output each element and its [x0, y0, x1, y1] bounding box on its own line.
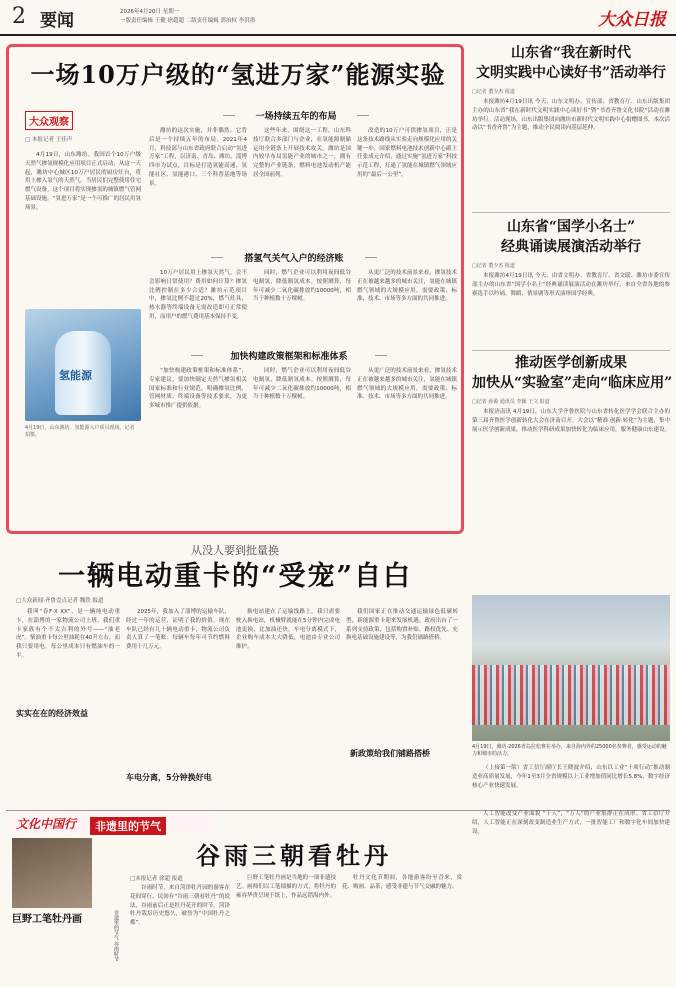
side-story-3-title-line2[interactable]: 加快从“实验室”走向“临床应用” — [472, 375, 673, 391]
masthead-logo: 大众日报 — [598, 10, 666, 30]
side-story-3-body — [472, 408, 670, 594]
side-story-2-title-line1[interactable]: 山东省“国学小名士” — [506, 219, 636, 235]
photo-subject: 巨野工笔牡丹画 — [12, 914, 82, 925]
peony-right-column — [472, 810, 670, 984]
side-story-3-text: 本报济南讯 4月19日，山东大学齐鲁医院与山东省转化医学学会联合主办的第三届齐鲁医学创新转化大会在济南召开。大会以“精准·创新·转化”为主题，集中展示医学创新成果，推动医学科研成果加快转化为临床应用，服务健康山东建设。 — [472, 409, 670, 433]
marathon-photo — [472, 595, 670, 741]
peony-column-1 — [130, 884, 230, 984]
editors-line: 一版责任编辑 王健 徐超超 二版责任编辑 郭治权 李洪墨 — [120, 18, 256, 24]
lead-col4-text: 改造的10万户可供掺氢项目，正是这条技术路线从实验走向规模化应用的关键一步。国家燃料电池技术创新中心副主任张成元介绍，通过实施“氢进万家”科技示范工程，打通了氢能在城镇燃气领域应用的“最后一公里”。 — [357, 128, 457, 178]
lead-col8-text: “加快构建政策框架和标准体系”，专家建议，要加快制定天然气掺氢相关国家标准和行业规范，明确掺氢比例、管网材质、终端设备等技术要求，为更多城市推广提供依据。 — [149, 368, 247, 410]
sidebar-divider-1 — [472, 212, 670, 213]
side-story-1-body — [472, 98, 670, 210]
lead-column-10 — [357, 367, 457, 527]
vertical-seal-text: 非遗里的节气 谷雨时节 — [113, 910, 119, 962]
truck-byline: □大众新闻·齐鲁壹点记者 魏铁 报道 — [16, 598, 104, 604]
truck-column-3 — [236, 608, 340, 810]
banner-topic: 非遗里的节气 — [90, 817, 166, 835]
truck-col1-text: 我叫“春F·X XX”，是一辆纯电动重卡，在淄博的一家物流公司上班。我们重卡家族有个不太吉利的外号——“油老虎”。柴油重卡每公里油耗在40升左右，而我只要用电，每公里成本只有燃油车的一半。 — [16, 609, 120, 659]
truck-col2-text: 2025年，我加入了淄博的运输车队，经过一年的运营，证明了我的价值。现在车队已经有几十辆电动重卡，物流公司负责人算了一笔账：每辆车每年可节约燃料费用十几万元。 — [126, 609, 230, 651]
lead-column-1 — [25, 151, 141, 303]
photo-caption: 4月19日，山东潍坊，氢能源入户项目现场。记者 拍摄。 — [25, 425, 135, 438]
lead-subhead-1: 一场持续五年的布局 — [241, 109, 351, 122]
sidebar-continuation — [472, 764, 670, 804]
peony-col2-text: 巨野工笔牡丹画是当地的一项非遗技艺。画师们以工笔细描的方式，将牡丹的雍容华贵呈现于纸上，作品远销海内外。 — [236, 875, 336, 899]
lead-subhead-2: 搭氢气关气入户的经济账 — [229, 251, 359, 264]
truck-kicker: 从没人要到批量换 — [191, 544, 279, 557]
continuation-text: （上接第一版）省工信厅副厅长王晓波介绍，山东以工业“十项行动”推动制造业高质量发展，今年1至3月全省规模以上工业增加值同比增长5.8%，数字经济核心产业快速发展。 — [472, 765, 670, 789]
truck-subhead-3: 新政策给我们铺路搭桥 — [350, 749, 430, 758]
lead-column-3 — [253, 127, 351, 245]
photo-label: 氢能源 — [59, 369, 92, 382]
header-rule — [0, 34, 676, 36]
runners-crowd — [472, 665, 670, 725]
peony-col1-text: 谷雨时节，来自菏泽牡丹园的游客在花间穿行。民间有“谷雨三朝看牡丹”的说法，谷雨前后正是牡丹花开的时节。菏泽牡丹栽培历史悠久，被誉为“中国牡丹之都”。 — [130, 885, 230, 927]
peony-painter-photo — [12, 838, 92, 908]
lead-column-5 — [149, 269, 247, 345]
issue-date: 2026年4月20日 星期一 — [120, 9, 180, 15]
peony-feature — [6, 810, 670, 987]
peony-column-2 — [236, 874, 336, 984]
column-logo: 大众观察 — [25, 111, 73, 130]
peony-right-text: 人工智能改变产业面貌 “千人”，“万人”的产业集群正在成形。省工信厅介绍，人工智能正在深刻改变制造业生产方式，一批智能工厂和数字化车间加快建设。 — [472, 811, 670, 835]
peony-column-3 — [342, 874, 462, 984]
side-story-1-title-line2[interactable]: 文明实践中心读好书”活动举行 — [475, 65, 667, 81]
lead-col9-text: 同时，燃气企业可以利用夜间低谷电制氢，降低制氢成本。按照测算，每年可减少二氧化碳排放约10000吨，相当于种植数十万棵树。 — [253, 368, 351, 401]
lead-col1-text: 4月19日，山东潍坊。我国首个10万户级天然气掺氢规模化应用项目正式启动，从这一天起，潍坊中心城区10万户居民的厨房灶台，将用上掺入氢气的天然气。当居民们完整使用住宅燃气设备，这个项目将实现掺氢的城镇燃气管网基础设施。“氢进万家”是一个可推广的居民用氢场景。 — [25, 152, 141, 211]
truck-subhead-2: 车电分离，5分钟换好电 — [126, 773, 212, 782]
lead-column-4 — [357, 127, 457, 245]
lead-col6-text: 同时，燃气企业可以利用夜间低谷电制氢，降低制氢成本。按照测算，每年可减少二氧化碳排放约10000吨，相当于种植数十万棵树。 — [253, 270, 351, 303]
lead-column-8 — [149, 367, 247, 527]
section-name: 要闻 — [40, 11, 74, 31]
hydrogen-tank-photo — [25, 309, 141, 421]
lead-story-box — [6, 44, 464, 534]
page-header — [0, 0, 676, 36]
lead-column-7 — [357, 269, 457, 345]
peony-title[interactable]: 谷雨三朝看牡丹 — [196, 841, 392, 870]
truck-subhead-1: 实实在在的经济效益 — [16, 709, 88, 718]
peony-byline: □本报记者 徐超 报道 — [130, 876, 183, 882]
lead-byline: □ 本报记者 王佳声 — [25, 137, 73, 143]
side-story-1-byline: □记者 董少杰 报道 — [472, 89, 515, 95]
side-story-2-text: 本报潍坊4月19日讯 今天，由省文明办、省教育厅、省文联、潍坊市委宣传部主办的山东省“国学小名士”经典诵读展演活动在潍坊举行。来自全省各地的参赛选手以吟诵、舞蹈、情景剧等形式演绎国学经典。 — [472, 273, 670, 297]
side-story-1-title-line1[interactable]: 山东省“我在新时代 — [510, 45, 632, 61]
lead-col2-text: 潍坊的这次实施，并非偶然。它背后是一个持续五年的布局。2021年4月，科技部与山东省政府联合启动“氢进万家”工程，以济南、青岛、潍坊、淄博四市为试点，目标是打造氢能高速、氢能社区、氢能港口、三个科普基地等场景。 — [149, 128, 247, 187]
marathon-caption: 4月19日，潍坊·2026青岛拉松赛在举办，来自海内外的25000名参赛者，感受运动的魅力和城市的活力。 — [472, 744, 667, 757]
lead-col5-text: 10万户居民用上掺氢天然气，会不会影响日常使用？费用如何计算？掺氢比例控制在多少合适？潍坊示范项目中，掺氢比例不超过20%，燃气灶具、热水器等终端设备无需改造即可正常使用，而用户的燃气费用基本保持不变。 — [149, 270, 247, 320]
side-story-1-text: 本报潍坊4月19日讯 今天，山东文明办、宣传部、省教育厅、山东出版集团主办的山东省“我在新时代文明实践中心读好书”暨“书香齐鲁文化书院”活动在潍坊举行。活动现场，山东出版集团向潍坊市新时代文明实践中心捐赠图书，本次活动以“书香齐鲁”为主题，推动全民阅读向基层延伸。 — [472, 99, 670, 132]
lead-col10-text: 从更广泛的技术前景来看，掺氢技术正在被越来越多的城市关注，氢能在城镇燃气领域的大规模应用，需要政策、标准、技术、市场等多方面的共同推进。 — [357, 368, 457, 401]
truck-col3-text: 换电站建在了运输线路上，我只需要驶入换电站，机械臂就能在5分钟内完成电池更换，比加油还快。车电分离模式下，企业购车成本大大降低，电池由专业公司维护。 — [236, 609, 340, 651]
side-story-2-byline: □记者 董少杰 报道 — [472, 263, 515, 269]
column-banner — [12, 812, 212, 834]
lead-col7-text: 从更广泛的技术前景来看，掺氢技术正在被越来越多的城市关注，氢能在城镇燃气领域的大规模应用，需要政策、标准、技术、市场等多方面的共同推进。 — [357, 270, 457, 303]
page-number: 2 — [12, 4, 26, 29]
truck-col4-text: 我们国家正在推动交通运输绿色低碳转型，新能源重卡迎来发展机遇。政府出台了一系列支持政策，包括购置补贴、路权优先、充换电基础设施建设等，为我们铺路搭桥。 — [346, 609, 458, 642]
side-story-3-byline: □记者 孙源 通讯员 李颖 王文 报道 — [472, 399, 550, 405]
lead-col3-text: 这些年来，围绕这一工程，山东科技厅联合多部门与企业，在氢能源制储运用全链条上开展技术攻关。潍坊是国内较早布局氢能产业的城市之一，拥有完整的产业链条，燃料电池发动机产能居全国前列。 — [253, 128, 351, 178]
lead-title[interactable]: 一场10万户级的“氢进万家”能源实验 — [30, 60, 446, 89]
side-story-3-title-line1[interactable]: 推动医学创新成果 — [515, 355, 627, 371]
header-meta — [120, 8, 255, 26]
truck-title[interactable]: 一辆电动重卡的“受宠”自白 — [57, 561, 413, 592]
side-story-2-title-line2[interactable]: 经典诵读展演活动举行 — [501, 239, 641, 255]
lead-column-6 — [253, 269, 351, 345]
banner-brand: 文化中国行 — [16, 817, 77, 831]
sidebar-divider-2 — [472, 350, 670, 351]
lead-subhead-3: 加快构建政策框架和标准体系 — [209, 349, 369, 362]
side-story-2-body — [472, 272, 670, 348]
lead-column-2 — [149, 127, 247, 245]
peony-col3-text: 牡丹文化节期间，各地游客纷至沓来，赏花、购画、品茶，感受非遗与节气交融的魅力。 — [342, 875, 462, 890]
truck-column-4 — [346, 608, 458, 744]
lead-column-9 — [253, 367, 351, 527]
